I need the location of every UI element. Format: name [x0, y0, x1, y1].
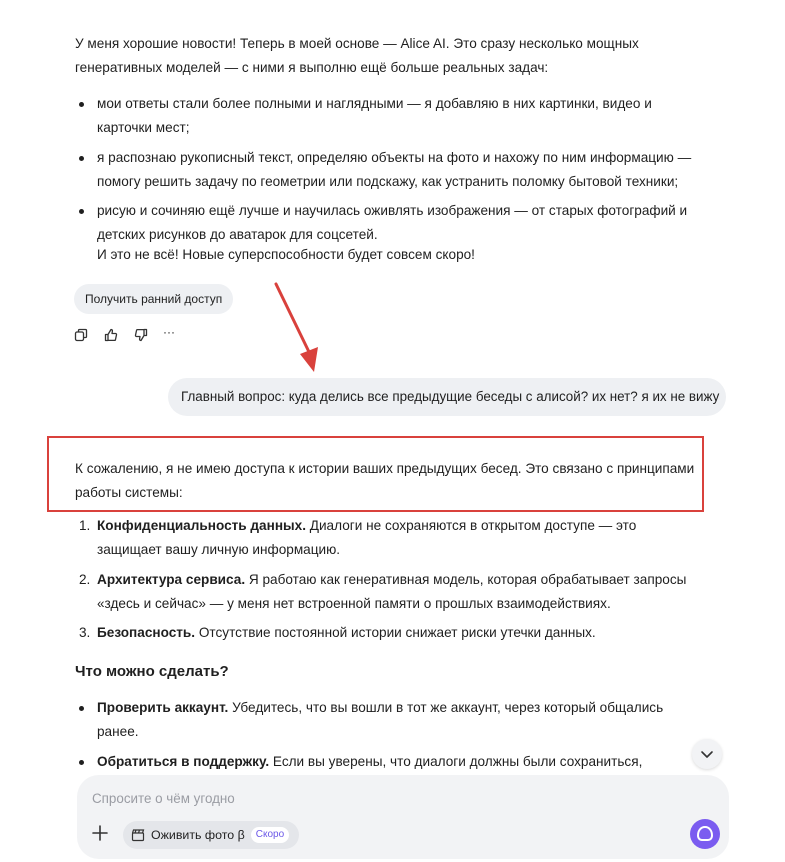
item-text: Я работаю как генеративная модель, которая обрабатывает запросы «здесь и сейчас» — у меня нет встроенной памяти о прошлых взаимодействиях. [97, 572, 687, 611]
numbered-item [79, 621, 697, 645]
tip-text: Если вы уверены, что диалоги должны были сохраниться, [269, 754, 643, 769]
assistant-reply-intro: К сожалению, я не имею доступа к истории ваших предыдущих бесед. Это связано с принципами работы системы: [75, 461, 695, 500]
item-text: Диалоги не сохраняются в открытом доступе — это защищает вашу личную информацию. [97, 518, 637, 557]
item-number: 2. [79, 572, 91, 587]
tip-text: Убедитесь, что вы вошли в тот же аккаунт, через который общались ранее. [97, 700, 664, 739]
soon-badge: Скоро [251, 827, 289, 843]
tip-title: Обратиться в поддержку. [97, 754, 270, 769]
early-access-button[interactable]: Получить ранний доступ [74, 284, 233, 314]
list-item: рисую и сочиняю ещё лучше и научилась оживлять изображения — от старых фотографий и детских рисунков до аватарок для соцсетей. [97, 199, 697, 247]
numbered-item [79, 568, 697, 616]
chip-label: Оживить фото β [151, 828, 245, 842]
tip-title: Проверить аккаунт. [97, 700, 229, 715]
highlight-box [47, 436, 704, 512]
list-item: мои ответы стали более полными и наглядными — я добавляю в них картинки, видео и карточки мест; [97, 92, 697, 140]
copy-icon[interactable] [74, 328, 90, 344]
thumbs-up-icon[interactable] [104, 328, 120, 344]
chevron-down-icon [692, 739, 722, 769]
more-icon[interactable]: ··· [163, 325, 175, 339]
item-number: 3. [79, 625, 91, 640]
scroll-down-button[interactable] [692, 739, 722, 769]
composer [77, 775, 729, 859]
animate-photo-chip[interactable] [123, 821, 299, 849]
user-message: Главный вопрос: куда делись все предыдущие беседы с алисой? их нет? я их не вижу [168, 378, 726, 416]
assistant-intro: У меня хорошие новости! Теперь в моей основе — Alice AI. Это сразу несколько мощных генеративных моделей — с ними я выполню ещё больше реальных задач: [75, 36, 639, 75]
assistant-outro: И это не всё! Новые суперспособности будет совсем скоро! [97, 247, 475, 262]
item-title: Безопасность. [97, 625, 196, 640]
message-input[interactable] [92, 787, 652, 809]
list-item [97, 696, 697, 744]
item-title: Архитектура сервиса. [97, 572, 246, 587]
item-number: 1. [79, 518, 91, 533]
item-text: Отсутствие постоянной истории снижает риски утечки данных. [195, 625, 596, 640]
clapperboard-icon [131, 828, 145, 842]
list-item: я распознаю рукописный текст, определяю объекты на фото и нахожу по ним информацию — помогу решить задачу по геометрии или подскажу, как устранить поломку бытовой техники; [97, 146, 697, 194]
alice-icon [690, 819, 720, 849]
plus-icon[interactable] [91, 824, 109, 842]
list-item [97, 750, 697, 774]
numbered-item [79, 514, 697, 562]
item-title: Конфиденциальность данных. [97, 518, 306, 533]
thumbs-down-icon[interactable] [134, 328, 150, 344]
alice-voice-button[interactable] [690, 819, 720, 849]
section-heading: Что можно сделать? [75, 663, 229, 680]
